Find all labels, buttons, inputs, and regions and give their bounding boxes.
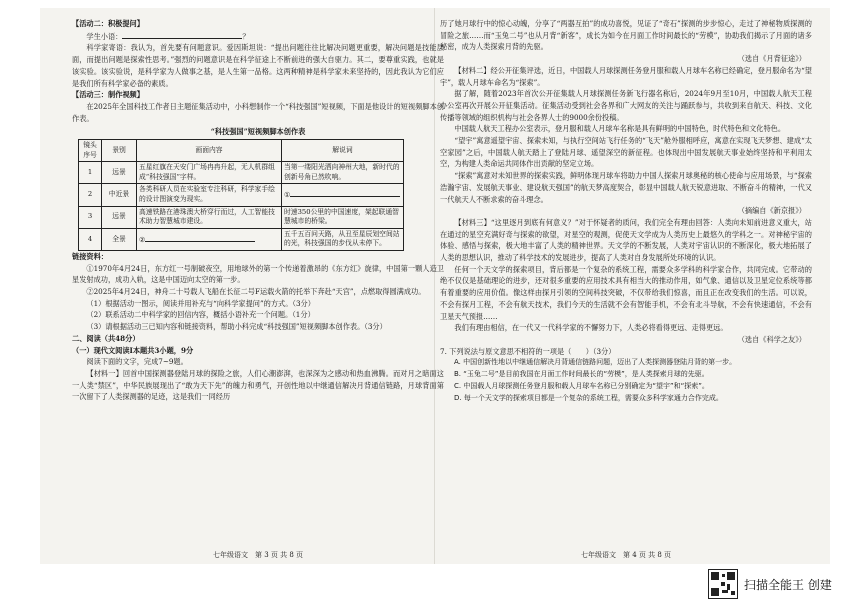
row-picture: 五星红旗在天安门广场冉冉升起，无人机群组成“科技强国”字样。: [137, 162, 282, 184]
script-table: [78, 139, 404, 251]
material3-paragraph-3: 我们有理由相信，在一代又一代科学家的不懈努力下，人类必将看得更远、走得更远。: [454, 323, 728, 333]
link-material-1: ①1970年4月24日，东方红一号制破夜空，用地球外的第一个传递着激昂的《东方红》旋律，中国第一颗人造卫星发射成功，成功入轨，这是中国迈向太空的第一步。: [72, 263, 444, 285]
header-shot-type: 景别: [102, 140, 137, 162]
blank-line: [145, 234, 255, 242]
scanner-badge-text: 扫描全能王 创建: [744, 577, 832, 592]
material2-paragraph-2: 据了解，随着2023年首次公开征集载人月球探测任务新飞行器名称后，2024年9月至10月，中国载人航天工程办公室再次开展公开征集活动。征集活动受到社会各界和广大网友的关注与踊跃参与，共收到来自航天、科技、文化传播等领域的组织机构与社会各界人士的9000余份投稿。: [440, 89, 812, 122]
row-type: 远景: [102, 206, 137, 228]
question-7: 7. 下列说法与原文意思不相符的一项是（ ）（3分）: [440, 346, 616, 356]
row-narration-blank[interactable]: ①: [282, 184, 404, 206]
scanner-badge: [708, 568, 832, 600]
material2-intro: 【材料二】经公开征集评选，近日，中国载人月球探测任务登月服和载人月球车名称已经确定，登月服命名为“望宇”，载人月球车命名为“探索”。: [440, 65, 812, 87]
right-page-footer: 七年级语文 第 4 页 共 8 页: [580, 551, 672, 559]
material3-paragraph-2: 任何一个天文学的探索项目，背后都是一个复杂的系统工程，需要众多学科的科学家合作，共同完成。它带动的绝不仅仅是基础理论的进步，还对很多重要的应用技术具有相当大的推动作用，如气象、通信以及卫星定位系统等都有着重要的应用价值。像这样由探月引领的空间科技突破，不仅带给我们惊喜，而且正在改变我们的生活。可以说，不会有探月工程，不会有航天技术，我们今天的生活就不会有智能手机，不会有北斗导航，不会有快速通信，不会有卫星天气预报……: [440, 264, 812, 321]
header-narration: 解说词: [282, 140, 404, 162]
table-row: [79, 228, 404, 250]
row-narration: 当第一缕阳光洒向神州大地，新时代的创新号角已然吹响。: [282, 162, 404, 184]
material2-paragraph-4: “望宇”寓意遥望宇宙、探索未知，与执行空间站飞行任务的“飞天”舱外服相呼应，寓意在实现飞天梦想、建成“太空家园”之后，中国载人航天踏上了登陆月球、遥望深空的新征程。也体现出中国发展航天事业始终坚持和平利用太空，为构建人类命运共同体作出贡献的坚定立场。: [440, 136, 812, 169]
material2-paragraph-5: “探索”寓意对未知世界的探索实践，鲜明体现月球车将助力中国人探索月球奥秘的核心使命与应用场景，与“探索浩瀚宇宙、发展航天事业、建设航天强国”的航天梦高度契合，彰显中国载人航天锐意进取、不断奋斗的精神，一代又一代航天人不断求索的奋斗理念。: [440, 171, 812, 204]
material1-paragraph: 【材料一】回首中国探测器登陆月球的探险之旅，人们心潮澎湃，也深深为之感动和热血沸腾。而对月之暗面这一人类“禁区”，中华民族展现出了“敢为天下先”的魄力和勇气，开创性地以中继通信解决月背通信链路，月球背面第一次留下了人类探测器的足迹，这是我们一同经历: [72, 369, 444, 402]
table-row: [79, 206, 404, 228]
option-b[interactable]: B. “玉兔二号”是目前我国在月面工作时间最长的“劳模”，是人类探索月球的先驱。: [454, 370, 709, 379]
activity3-paragraph: 在2025年全国科技工作者日主题征集活动中，小科想制作一个“科技强国”短视频，下面是他设计的短视频脚本创作表。: [72, 101, 444, 123]
row-type: 远景: [102, 162, 137, 184]
option-a[interactable]: A. 中国创新性地以中继通信解决月背通信链路问题，迈出了人类探测器登陆月背的第一步。: [454, 358, 737, 367]
table-title: “科技强国”短视频脚本创作表: [210, 127, 306, 137]
question-label: 学生小语：: [86, 31, 123, 41]
section-reading-sub: （一）现代文阅读Ⅰ本题共3小题，9分: [72, 345, 194, 355]
option-d[interactable]: D. 每一个天文学的探索项目都是一个复杂的系统工程，需要众多科学家通力合作完成。: [454, 393, 723, 402]
option-c[interactable]: C. 中国载人月球探测任务登月服和载人月球车名称已分别确定为“望宇”和“探索”。: [454, 381, 709, 390]
row-picture: 高速铁路在港珠澳大桥穿行而过，人工智能技术助力智慧城市建设。: [137, 206, 282, 228]
right-page: [440, 18, 812, 404]
student-question: [72, 30, 444, 43]
table-row: [79, 162, 404, 184]
blank-line: [290, 189, 400, 197]
row-narration: 时速350公里的中国速度，架起联通智慧城市的桥梁。: [282, 206, 404, 228]
row-picture: 各类科研人员在实验室专注科研，科学家手绘的设计图演变为现实。: [137, 184, 282, 206]
link-material-2: ②2025年4月24日，神舟二十号载人飞船在长征二号F运载火箭的托举下奔赴“天宫”，点燃取得圆满成功。: [86, 287, 426, 297]
qr-code-icon: [708, 569, 738, 599]
task-3: （3）请根据活动三已知内容和链接资料，帮助小科完成“科技强国”短视频脚本创作表。（3分）: [86, 322, 387, 332]
row-picture-blank[interactable]: ②: [137, 228, 282, 250]
table-row: [79, 184, 404, 206]
row-no: 2: [79, 184, 102, 206]
activity3-title: 【活动三：制作视频】: [72, 90, 144, 100]
row-type: 全景: [102, 228, 137, 250]
row-narration: 五千五百问天路，从丑至星辰划空间站的光，科技强国的步伐从未停下。: [282, 228, 404, 250]
links-title: 链接资料：: [72, 251, 108, 261]
scanned-sheet: [40, 8, 830, 564]
activity2-paragraph: 科学家寄语：我认为，首先要有问题意识。爱因斯坦说：“提出问题往往比解决问题更重要，解决问题是技能层面，而提出问题是探索性思考。”强烈的问题意识是在科学征途上不断前进的强大自驱力。其二，要尊重实践，也就是该实验。该实验说，是科学家为人做事之基，是人生第一品格。这两种精神是科学家未来坚持的，因此我认为它们应是我们所有科学家必备的素质。: [72, 43, 444, 88]
header-picture: 画面内容: [137, 140, 282, 162]
source-1: （选自《月背征途》）: [737, 54, 806, 64]
answer-blank[interactable]: [122, 30, 242, 39]
left-page: [72, 18, 444, 403]
activity2-title: 【活动二：积极提问】: [72, 19, 144, 28]
section-reading: 二、阅读（共48分）: [72, 333, 140, 343]
row-no: 4: [79, 228, 102, 250]
source-2: （摘编自《新京报》）: [737, 206, 806, 216]
row-type: 中近景: [102, 184, 137, 206]
material3-intro: 【材料三】“这里逐月到底有何意义？”对于怀疑者的质问，我们完全有理由回答：人类向未知前进意义重大，站在通过的星空充满好奇与探索的欲望，对星空的观测，促使天文学成为人类历史上最悠久的学科之一。对神秘宇宙的体验、感悟与探索，极大地丰富了人类的精神世界。天文学的不断发展，人类对宇宙认识的不断深化，极大地拓展了人类的思想认识，推动了科学技术的发展进步，提高了人类对自身发展所处环境的认识。: [440, 217, 812, 263]
left-page-footer: 七年级语文 第 3 页 共 8 页: [212, 551, 304, 559]
material1-continuation: 历了她月球行中的惊心动魄，分享了“两器互拍”的成功喜悦，见证了“奇石”探测的步步惊心，走过了神秘物质探测的冒险之旅……而“玉兔二号”也从月背“新客”，成长为如今在月面工作时间最长的“劳模”，协助我们揭示了月面的诸多秘密，成为人类探索月背的先驱。: [440, 19, 812, 52]
source-3: （选自《科学之友》）: [737, 334, 806, 344]
task-2: （2）联系活动二中科学家的回信内容，概括小语补充一个问题。（1分）: [86, 310, 315, 320]
task-1: （1）根据活动一图示，阅读并用补充与“向科学家提问”的方式。（3分）: [86, 298, 315, 308]
table-header-row: [79, 140, 404, 162]
row-no: 1: [79, 162, 102, 184]
section-reading-instruction: 阅读下面的文字，完成7~9题。: [86, 357, 188, 367]
material2-paragraph-3: 中国载人航天工程办公室表示，登月服和载人月球车名称是具有鲜明的中国特色，时代特色和文化特色。: [454, 124, 786, 134]
header-shot-no: 镜头序号: [79, 140, 102, 162]
row-no: 3: [79, 206, 102, 228]
question-end: ？: [242, 31, 250, 41]
